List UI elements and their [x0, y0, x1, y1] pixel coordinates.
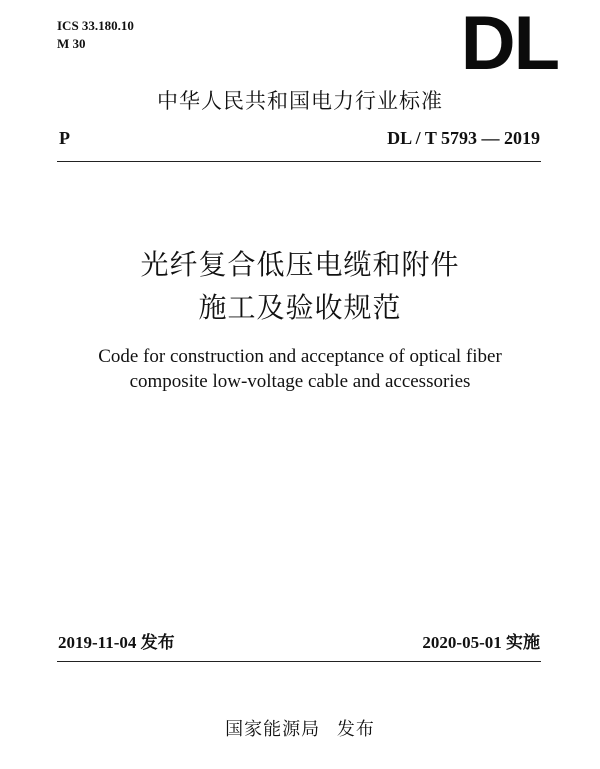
title-english-line1: Code for construction and acceptance of optical fiber [98, 346, 502, 367]
standard-category-title: 中华人民共和国电力行业标准 [157, 89, 443, 113]
title-chinese-line2: 施工及验收规范 [198, 291, 402, 324]
standard-number: DL / T 5793 — 2019 [387, 128, 540, 148]
title-chinese-line1: 光纤复合低压电缆和附件 [140, 248, 460, 281]
issuer: 国家能源局 发布 [225, 719, 375, 740]
publish-label: 发布 [140, 633, 175, 653]
publish-date-block [58, 632, 175, 654]
ics-code: ICS 33.180.10 [57, 18, 134, 33]
category-letter: P [59, 128, 70, 148]
publish-date: 2019-11-04 [58, 633, 137, 652]
dl-logo: DL [460, 1, 558, 86]
implement-label: 实施 [506, 633, 540, 653]
ccs-code: M 30 [57, 36, 86, 51]
bottom-divider [57, 661, 541, 662]
top-divider [57, 161, 541, 162]
title-english-line2: composite low-voltage cable and accessories [129, 371, 471, 392]
implement-date-block [422, 632, 540, 654]
implement-date: 2020-05-01 [422, 633, 502, 652]
